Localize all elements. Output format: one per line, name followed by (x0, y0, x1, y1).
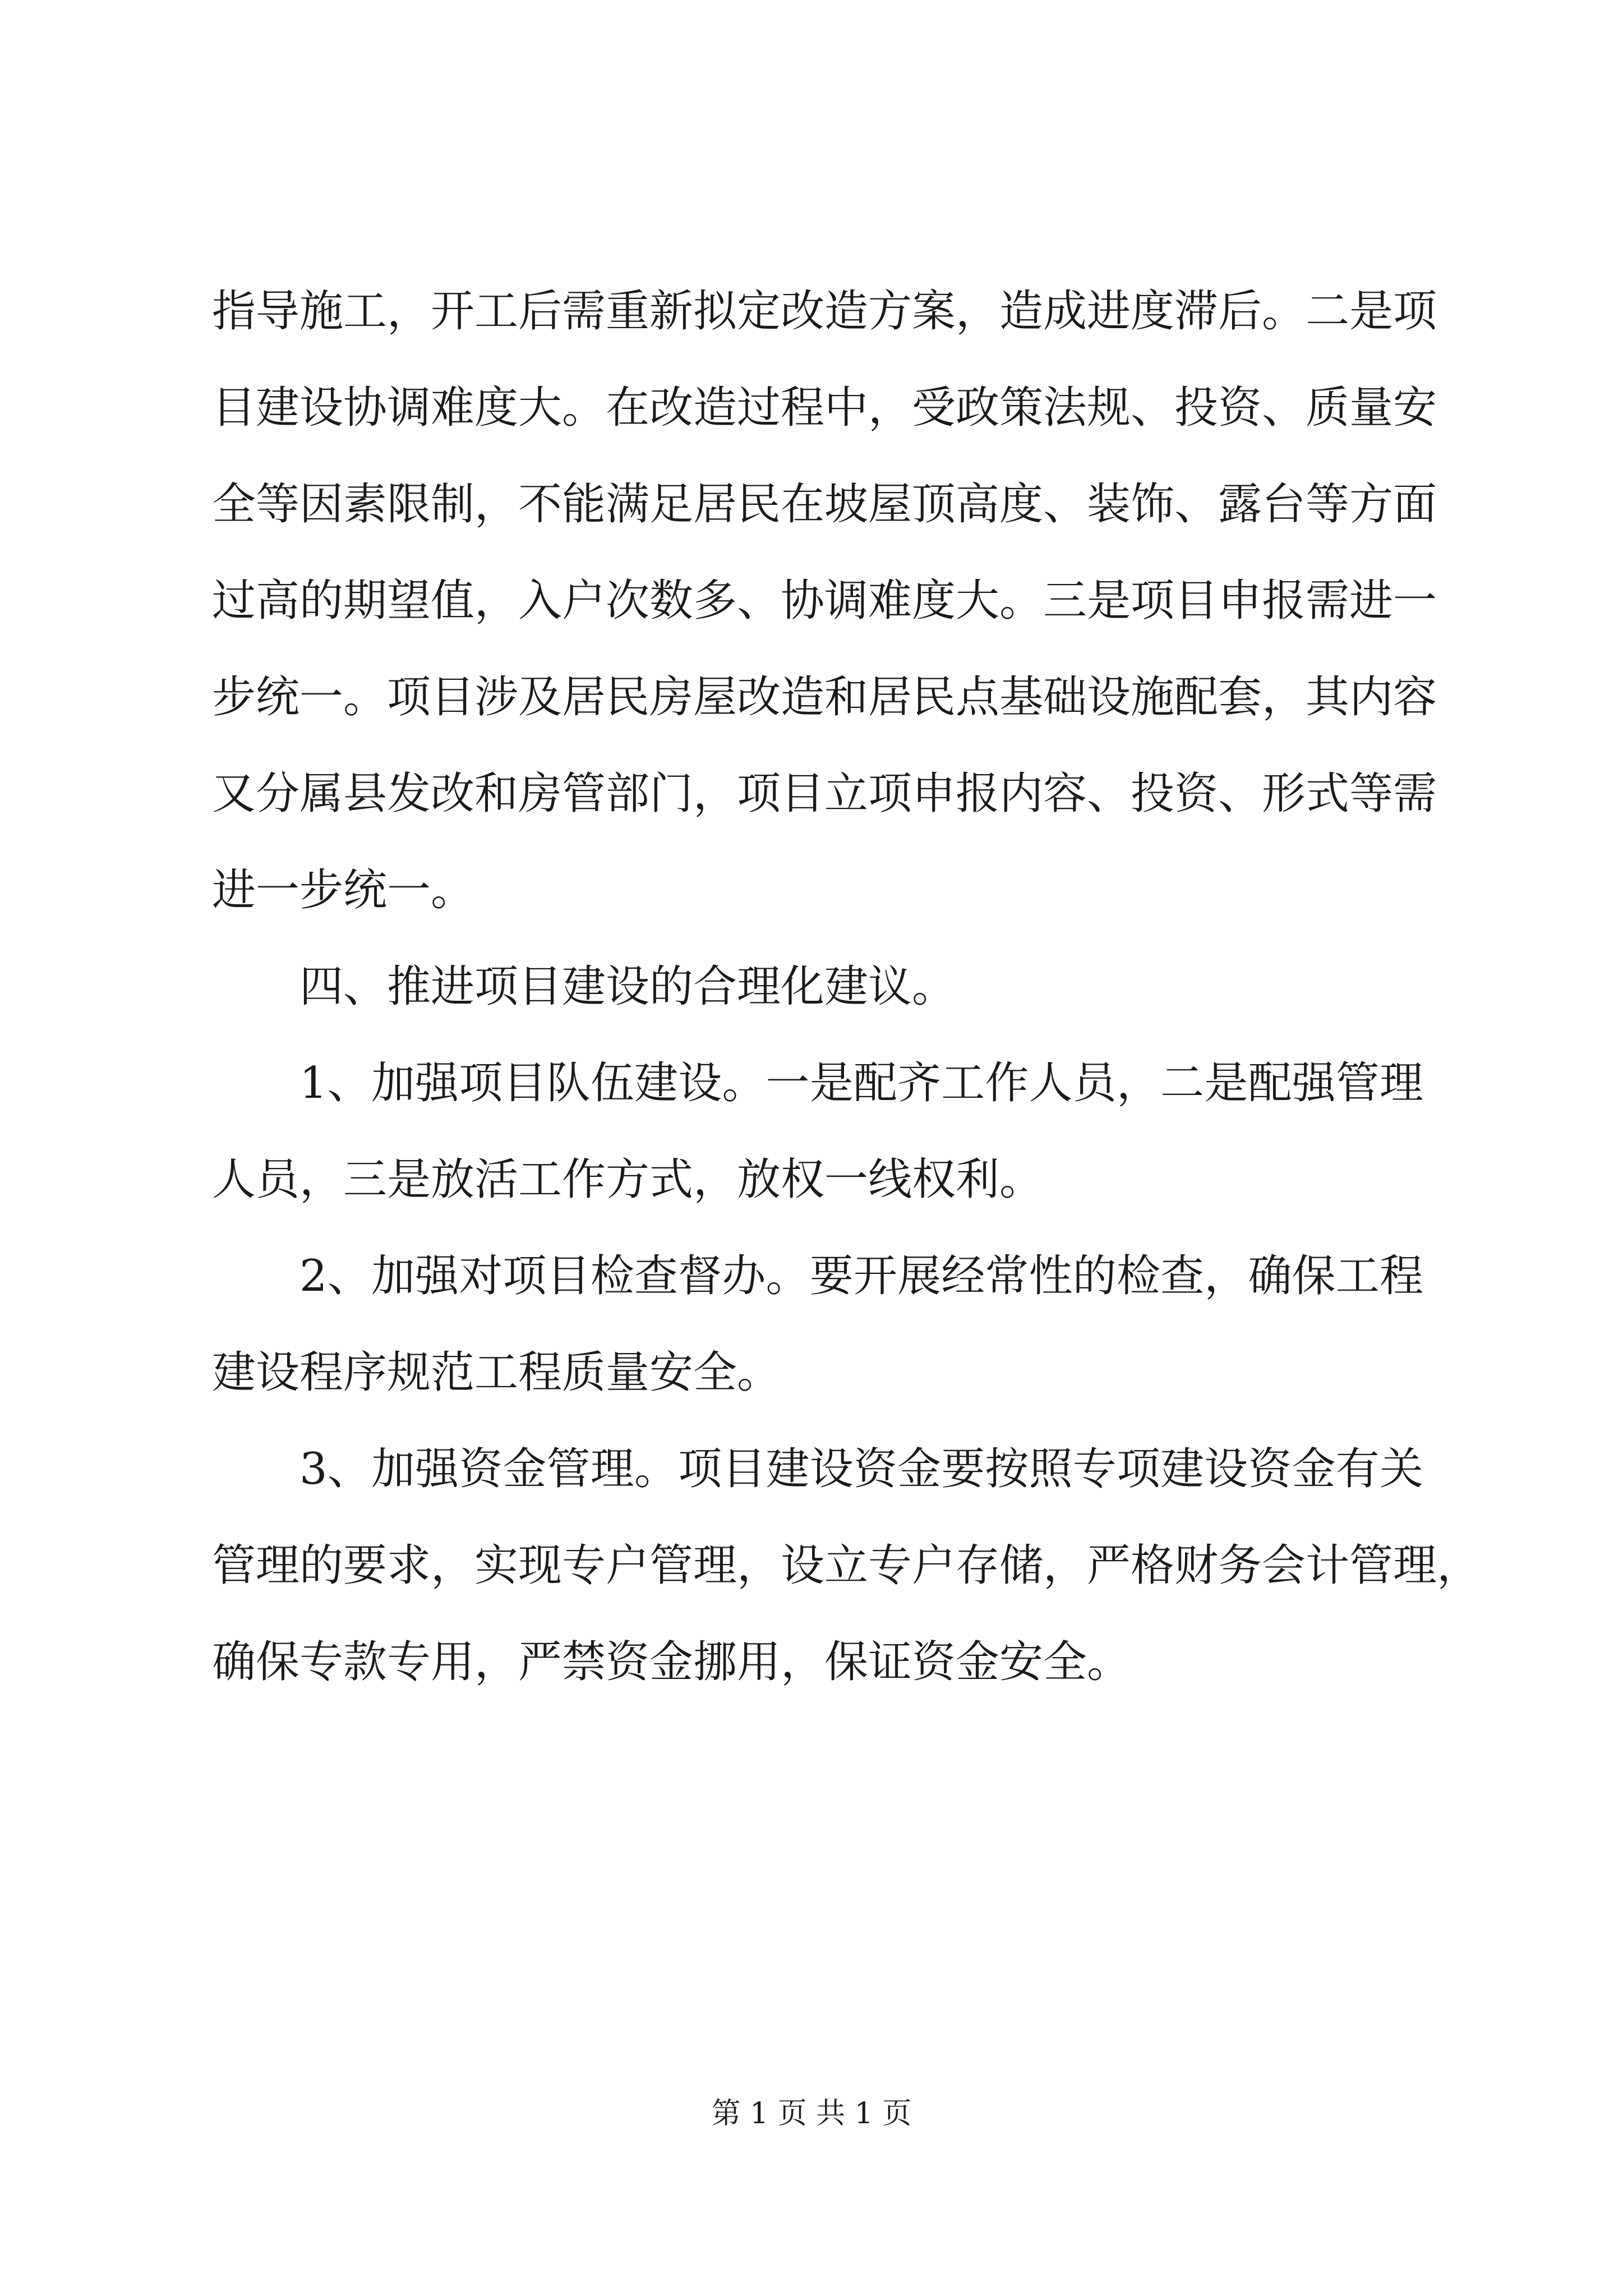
body-text-line: 指导施工，开工后需重新拟定改造方案，造成进度滞后。二是项 (212, 286, 1437, 337)
list-item-line: 人员，三是放活工作方式，放权一线权利。 (212, 1154, 1044, 1205)
body-text-line: 目建设协调难度大。在改造过程中，受政策法规、投资、质量安 (212, 383, 1437, 433)
body-text-line: 全等因素限制，不能满足居民在坡屋顶高度、装饰、露台等方面 (212, 479, 1437, 530)
body-text-line: 进一步统一。 (212, 865, 475, 915)
body-text-line: 步统一。项目涉及居民房屋改造和居民点基础设施配套，其内容 (212, 672, 1437, 723)
list-item-line: 1、加强项目队伍建设。一是配齐工作人员，二是配强管理 (299, 1058, 1423, 1108)
list-item-line: 管理的要求，实现专户管理，设立专户存储，严格财务会计管理， (212, 1540, 1481, 1591)
list-item-line: 建设程序规范工程质量安全。 (212, 1347, 781, 1398)
list-item-line: 确保专款专用，严禁资金挪用，保证资金安全。 (212, 1637, 1131, 1687)
list-item-line: 3、加强资金管理。项目建设资金要按照专项建设资金有关 (299, 1444, 1423, 1494)
list-item-line: 2、加强对项目检查督办。要开展经常性的检查，确保工程 (299, 1251, 1423, 1301)
body-text-line: 过高的期望值，入户次数多、协调难度大。三是项目申报需进一 (212, 576, 1437, 626)
page-footer: 第 1 页 共 1 页 (711, 2097, 912, 2131)
body-text-line: 又分属县发改和房管部门，项目立项申报内容、投资、形式等需 (212, 769, 1437, 819)
section-heading: 四、推进项目建设的合理化建议。 (299, 961, 956, 1012)
